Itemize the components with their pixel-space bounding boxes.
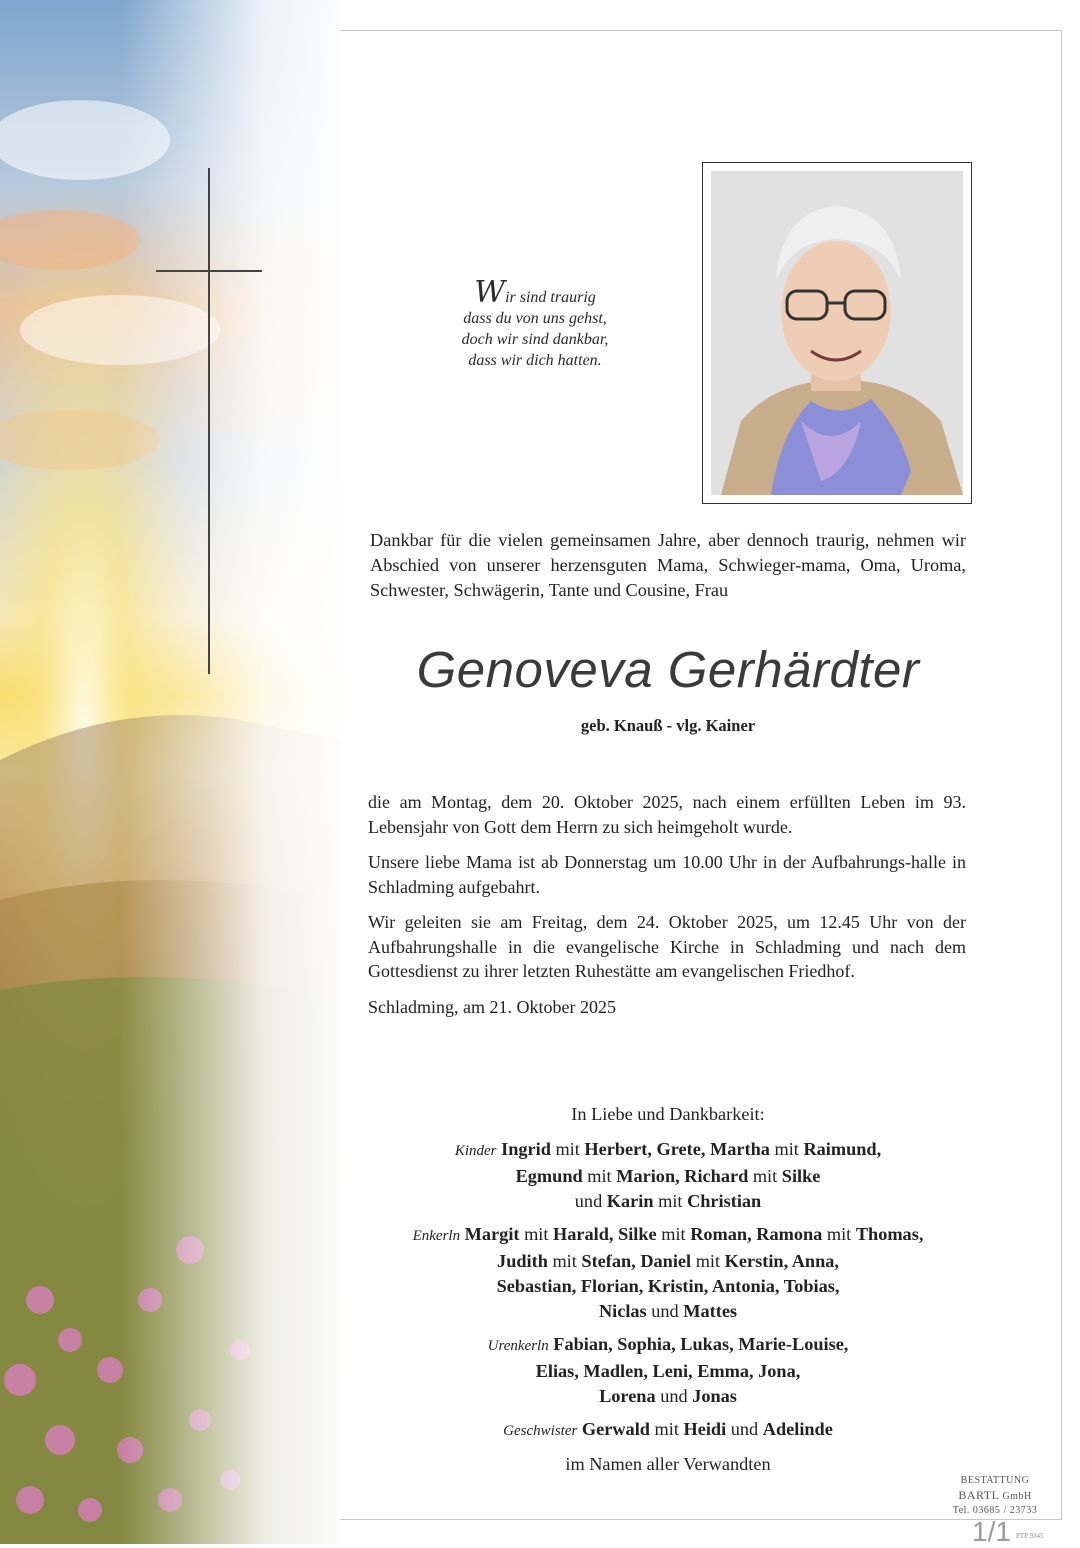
great-grandchild-name: Jonas (692, 1386, 737, 1406)
memorial-verse (400, 275, 670, 371)
partner-name: Roman, (690, 1224, 752, 1244)
landscape-image (0, 0, 340, 1544)
viewing-paragraph: Unsere liebe Mama ist ab Donnerstag um 10.00 Uhr in der Aufbahrungs-halle in Schladming aufgebahrt. (368, 852, 966, 897)
siblings-group: Geschwister Gerwald mit Heidi und Adelinde (503, 1419, 833, 1439)
grandchild-name: Daniel (640, 1251, 692, 1271)
verse-line-3: doch wir sind dankbar, (461, 331, 609, 348)
child-name: Ingrid (501, 1139, 551, 1159)
mourners-opener: In Liebe und Dankbarkeit: (571, 1104, 765, 1124)
announcement-text (368, 790, 966, 1030)
grandchild-name: Niclas (598, 1301, 647, 1321)
siblings-label: Geschwister (503, 1423, 578, 1439)
grandchildren-label: Enkerln (412, 1228, 461, 1244)
portrait-photo (711, 171, 963, 495)
verse-line-1: ir sind traurig (505, 289, 596, 306)
great-grandchildren-list: Elias, Madlen, Leni, Emma, Jona, (535, 1361, 801, 1381)
grandchild-name: Margit (464, 1224, 520, 1244)
child-name: Grete, Martha (656, 1139, 770, 1159)
grandchild-name: Silke (618, 1224, 657, 1244)
partner-name: Christian (687, 1191, 762, 1211)
verse-line-2: dass du von uns gehst, (463, 310, 607, 327)
mourners-block (370, 1102, 966, 1477)
verse-initial: W (474, 275, 506, 310)
partner-name: Harald, (553, 1224, 614, 1244)
sibling-name: Adelinde (762, 1419, 833, 1439)
child-name: Richard (684, 1166, 749, 1186)
funeral-paragraph: Wir geleiten sie am Freitag, dem 24. Oktober 2025, um 12.45 Uhr von der Aufbahrungshalle in die evangelische Kirche in Schladming und nach dem Gottesdienst zu ihrer letzten Ruhestätte am evangelischen Friedhof. (368, 912, 966, 981)
partner-name: Marion, (616, 1166, 680, 1186)
partner-name: Herbert, (584, 1139, 652, 1159)
verse-line-4: dass wir dich hatten. (468, 352, 602, 369)
grandchild-name: Mattes (683, 1301, 738, 1321)
partner-name: Silke (781, 1166, 821, 1186)
grandchildren-list: Sebastian, Florian, Kristin, Antonia, Tobias, (496, 1276, 840, 1296)
deceased-name: Genoveva Gerhärdter (416, 641, 920, 698)
great-grandchildren-group: Urenkerln Fabian, Sophia, Lukas, Marie-Louise, Elias, Madlen, Leni, Emma, Jona, Lorena und Jonas (487, 1334, 849, 1406)
cross-horizontal-bar (156, 270, 262, 272)
children-label: Kinder (454, 1143, 497, 1159)
birth-name: geb. Knauß - vlg. Kainer (580, 716, 756, 735)
intro-paragraph: Dankbar für die vielen gemeinsamen Jahre, aber dennoch traurig, nehmen wir Abschied von unserer herzensguten Mama, Schwieger-mama, Oma, Uroma, Schwester, Schwägerin, Tante und Cousine, Frau (370, 530, 966, 600)
great-grandchildren-list: Fabian, Sophia, Lukas, Marie-Louise, (553, 1334, 849, 1354)
undertaker-suffix: GmbH (1002, 1491, 1032, 1502)
undertaker-label: BESTATTUNG (960, 1475, 1030, 1486)
undertaker-name: BARTL (958, 1488, 1000, 1502)
partner-name: Stefan, (581, 1251, 636, 1271)
children-group: Kinder Ingrid mit Herbert, Grete, Martha mit Raimund, Egmund mit Marion, Richard mit Silke und Karin mit Christian (454, 1139, 882, 1211)
place-date: Schladming, am 21. Oktober 2025 (368, 996, 616, 1017)
partner-name: Raimund, (803, 1139, 882, 1159)
cross-vertical-bar (208, 168, 210, 674)
mourners-closer: im Namen aller Verwandten (565, 1454, 771, 1474)
grandchild-name: Judith (497, 1251, 548, 1271)
portrait-frame (702, 162, 972, 504)
sibling-name: Gerwald (581, 1419, 650, 1439)
partner-name: Kerstin, Anna, (724, 1251, 839, 1271)
child-name: Egmund (515, 1166, 583, 1186)
grandchild-name: Ramona (756, 1224, 823, 1244)
partner-name: Heidi (683, 1419, 727, 1439)
child-name: Karin (606, 1191, 654, 1211)
great-grandchild-name: Lorena (599, 1386, 656, 1406)
grandchildren-group: Enkerln Margit mit Harald, Silke mit Roman, Ramona mit Thomas, Judith mit Stefan, Daniel mit Kerstin, Anna, Sebastian, Florian, Kristin, Antonia, Tobias, Niclas und Mattes (412, 1224, 924, 1321)
passing-paragraph: die am Montag, dem 20. Oktober 2025, nach einem erfüllten Leben im 93. Lebensjahr von Gott dem Herrn zu sich heimgeholt wurde. (368, 792, 966, 837)
form-code: PTP 9345 (1016, 1532, 1044, 1540)
great-grandchildren-label: Urenkerln (487, 1338, 549, 1354)
undertaker-phone: Tel. 03685 / 23733 (952, 1505, 1038, 1516)
undertaker-stamp (930, 1474, 1060, 1518)
page-number: 1/1 (972, 1516, 1011, 1547)
partner-name: Thomas, (855, 1224, 924, 1244)
